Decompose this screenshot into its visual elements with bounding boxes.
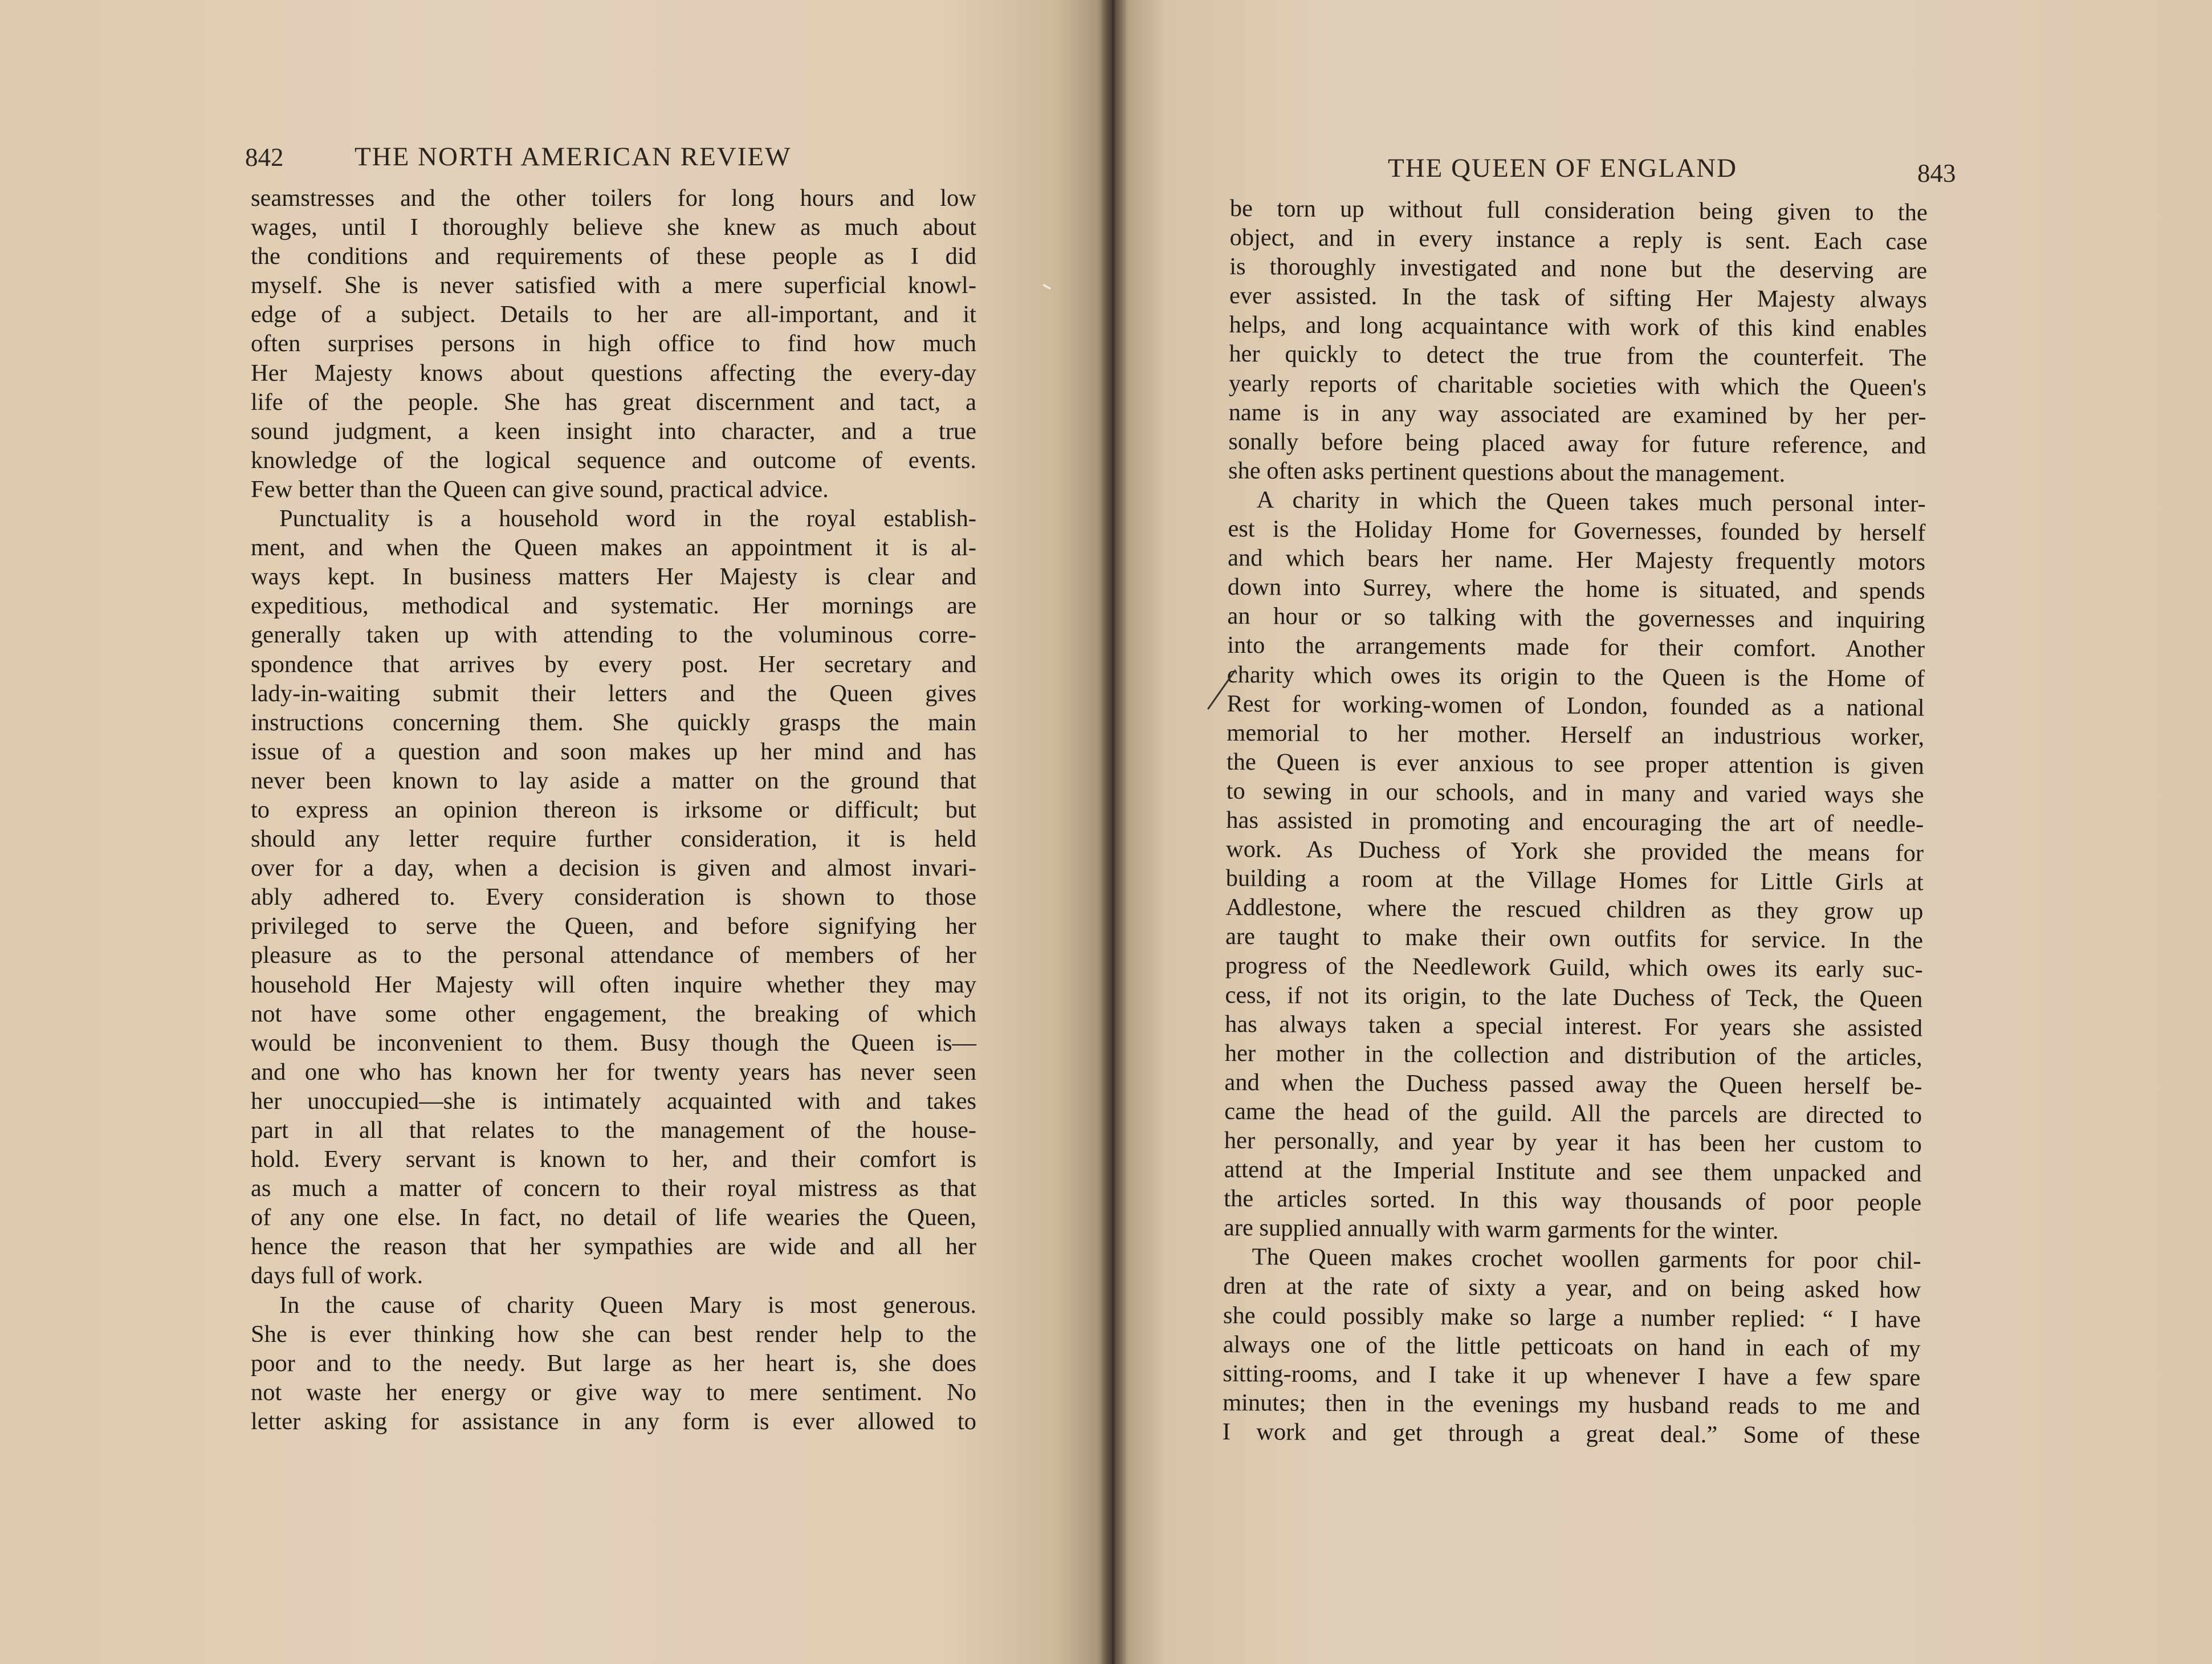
text-line: are supplied annually with warm garments for the winter. [1223,1214,1779,1245]
text-line: the articles sorted. In this way thousands of poor people [1224,1185,1922,1217]
text-line: issue of a question and soon makes up her mind and has [251,738,976,765]
text-line: edge of a subject. Details to her are all-important, and it [251,301,976,328]
text-line: her mother in the collection and distribution of the articles, [1224,1039,1922,1071]
text-line: her personally, and year by year it has been her custom to [1224,1126,1922,1158]
text-line: minutes; then in the evenings my husband reads to me and [1222,1389,1921,1421]
text-line: came the head of the guild. All the parcels are directed to [1224,1097,1922,1129]
text-line: of any one else. In fact, no detail of life wearies the Queen, [251,1204,976,1231]
text-line: the Queen is ever anxious to see proper attention is given [1226,748,1925,780]
text-line: an hour or so talking with the governesses and inquiring [1227,603,1925,634]
text-line: to sewing in our schools, and in many and varied ways she [1226,777,1924,809]
text-line: poor and to the needy. But large as her heart is, she does [251,1349,976,1377]
right-body-text [1223,194,1928,1450]
text-line: is thoroughly investigated and none but the deserving are [1229,253,1928,284]
text-line: she often asks pertinent questions about the management. [1228,457,1786,487]
text-line: sound judgment, a keen insight into character, and a true [251,417,976,445]
text-line: as much a matter of concern to their royal mistress as that [251,1175,976,1202]
text-line: helps, and long acquaintance with work of this kind enables [1229,311,1927,343]
pencil-margin-mark [1205,666,1240,711]
text-line: hence the reason that her sympathies are wide and all her [251,1233,976,1260]
text-line: household Her Majesty will often inquire whether they may [251,971,976,998]
text-line: ably adhered to. Every consideration is shown to those [251,884,976,911]
text-line: est is the Holiday Home for Governesses, founded by herself [1228,515,1926,547]
text-line: and which bears her name. Her Majesty frequently motors [1227,544,1926,576]
text-line: ment, and when the Queen makes an appointment it is al- [251,534,976,562]
text-line: expeditious, methodical and systematic. Her mornings are [251,592,976,620]
text-line: yearly reports of charitable societies with which the Queen's [1228,369,1927,401]
text-line: charity which owes its origin to the Queen is the Home of [1227,661,1925,692]
text-line: life of the people. She has great discernment and tact, a [251,388,976,416]
text-line: days full of work. [251,1262,423,1289]
text-line: I work and get through a great deal.” Some of these [1222,1418,1920,1450]
text-line: over for a day, when a decision is given and almost invari- [251,855,976,882]
text-line: generally taken up with attending to the voluminous corre- [251,621,976,649]
text-line: progress of the Needlework Guild, which owes its early suc- [1225,952,1923,983]
right-page-number: 843 [1917,159,1956,188]
text-line: has always taken a special interest. For years she assisted [1224,1010,1923,1042]
text-line: myself. She is never satisfied with a mere superficial knowl- [251,272,976,299]
text-line: attend at the Imperial Institute and see them unpacked and [1224,1156,1922,1187]
text-line: are taught to make their own outfits for service. In the [1225,923,1924,954]
text-line: hold. Every servant is known to her, and their comfort is [251,1146,976,1173]
left-running-head: THE NORTH AMERICAN REVIEW [355,142,792,172]
text-line: she could possibly make so large a number replied: “ I have [1223,1301,1921,1333]
text-line: should any letter require further consideration, it is held [251,825,976,853]
text-line: dren at the rate of sixty a year, and on being asked how [1223,1272,1921,1304]
text-line: to express an opinion thereon is irksome or difficult; but [251,796,976,823]
text-line: and when the Duchess passed away the Queen herself be- [1224,1068,1922,1100]
text-line: her quickly to detect the true from the counterfeit. The [1229,340,1927,372]
text-line: knowledge of the logical sequence and outcome of events. [251,446,976,474]
text-line: always one of the little petticoats on hand in each of my [1223,1331,1921,1362]
text-line: sonally before being placed away for future reference, and [1228,428,1926,459]
text-line: privileged to serve the Queen, and before signifying her [251,913,976,940]
text-line: building a room at the Village Homes for Little Girls at [1225,865,1924,896]
text-line: ever assisted. In the task of sifting Her Majesty always [1229,282,1928,314]
text-line: pleasure as to the personal attendance of members of her [251,942,976,969]
text-line: has assisted in promoting and encouraging the art of needle- [1226,806,1924,838]
text-line: letter asking for assistance in any form is ever allowed to [251,1407,976,1435]
right-running-head: THE QUEEN OF ENGLAND [1388,153,1738,183]
text-line: work. As Duchess of York she provided the means for [1225,836,1924,867]
text-line: The Queen makes crochet woollen garments for poor chil- [1252,1243,1921,1275]
text-line: cess, if not its origin, to the late Duchess of Teck, the Queen [1225,981,1923,1012]
text-line: her unoccupied—she is intimately acquainted with and takes [251,1087,976,1114]
gutter-shadow [1097,0,1129,1664]
text-line: memorial to her mother. Herself an industrious worker, [1227,719,1925,751]
text-line: often surprises persons in high office to find how much [251,330,976,357]
text-line: wages, until I thoroughly believe she knew as much about [251,214,976,241]
text-line: She is ever thinking how she can best render help to the [251,1320,976,1348]
right-page [1111,0,2212,1664]
text-line: spondence that arrives by every post. Her secretary and [251,650,976,678]
text-line: sitting-rooms, and I take it up whenever I have a few spare [1223,1360,1921,1392]
text-line: In the cause of charity Queen Mary is most generous. [279,1291,976,1319]
text-line: Her Majesty knows about questions affecting the every-day [251,359,976,386]
text-line: Few better than the Queen can give sound, practical advice. [251,475,829,503]
text-line: the conditions and requirements of these people as I did [251,243,976,270]
text-line: and one who has known her for twenty years has never seen [251,1058,976,1085]
text-line: lady-in-waiting submit their letters and the Queen gives [251,680,976,707]
text-line: Addlestone, where the rescued children as they grow up [1225,894,1924,925]
text-line: name is in any way associated are examined by her per- [1228,398,1926,430]
paper-speck [1043,284,1051,290]
text-line: not waste her energy or give way to mere sentiment. No [251,1378,976,1406]
text-line: be torn up without full consideration being given to the [1229,194,1928,226]
left-body-text [251,184,976,1436]
text-line: not have some other engagement, the breaking of which [251,1000,976,1027]
text-line: down into Surrey, where the home is situated, and spends [1227,573,1925,605]
text-line: Punctuality is a household word in the royal establish- [279,505,976,532]
left-page-number: 842 [245,143,284,172]
text-line: Rest for working-women of London, founded as a national [1227,690,1925,722]
text-line: instructions concerning them. She quickly grasps the main [251,709,976,736]
text-line: seamstresses and the other toilers for long hours and low [251,185,976,211]
text-line: never been known to lay aside a matter on the ground that [251,767,976,794]
text-line: into the arrangements made for their comfort. Another [1227,632,1925,663]
text-line: would be inconvenient to them. Busy though the Queen is— [251,1029,976,1056]
text-line: object, and in every instance a reply is sent. Each case [1229,224,1928,255]
text-line: part in all that relates to the management of the house- [251,1117,976,1144]
text-line: ways kept. In business matters Her Majesty is clear and [251,563,976,591]
text-line: A charity in which the Queen takes much personal inter- [1256,486,1926,518]
